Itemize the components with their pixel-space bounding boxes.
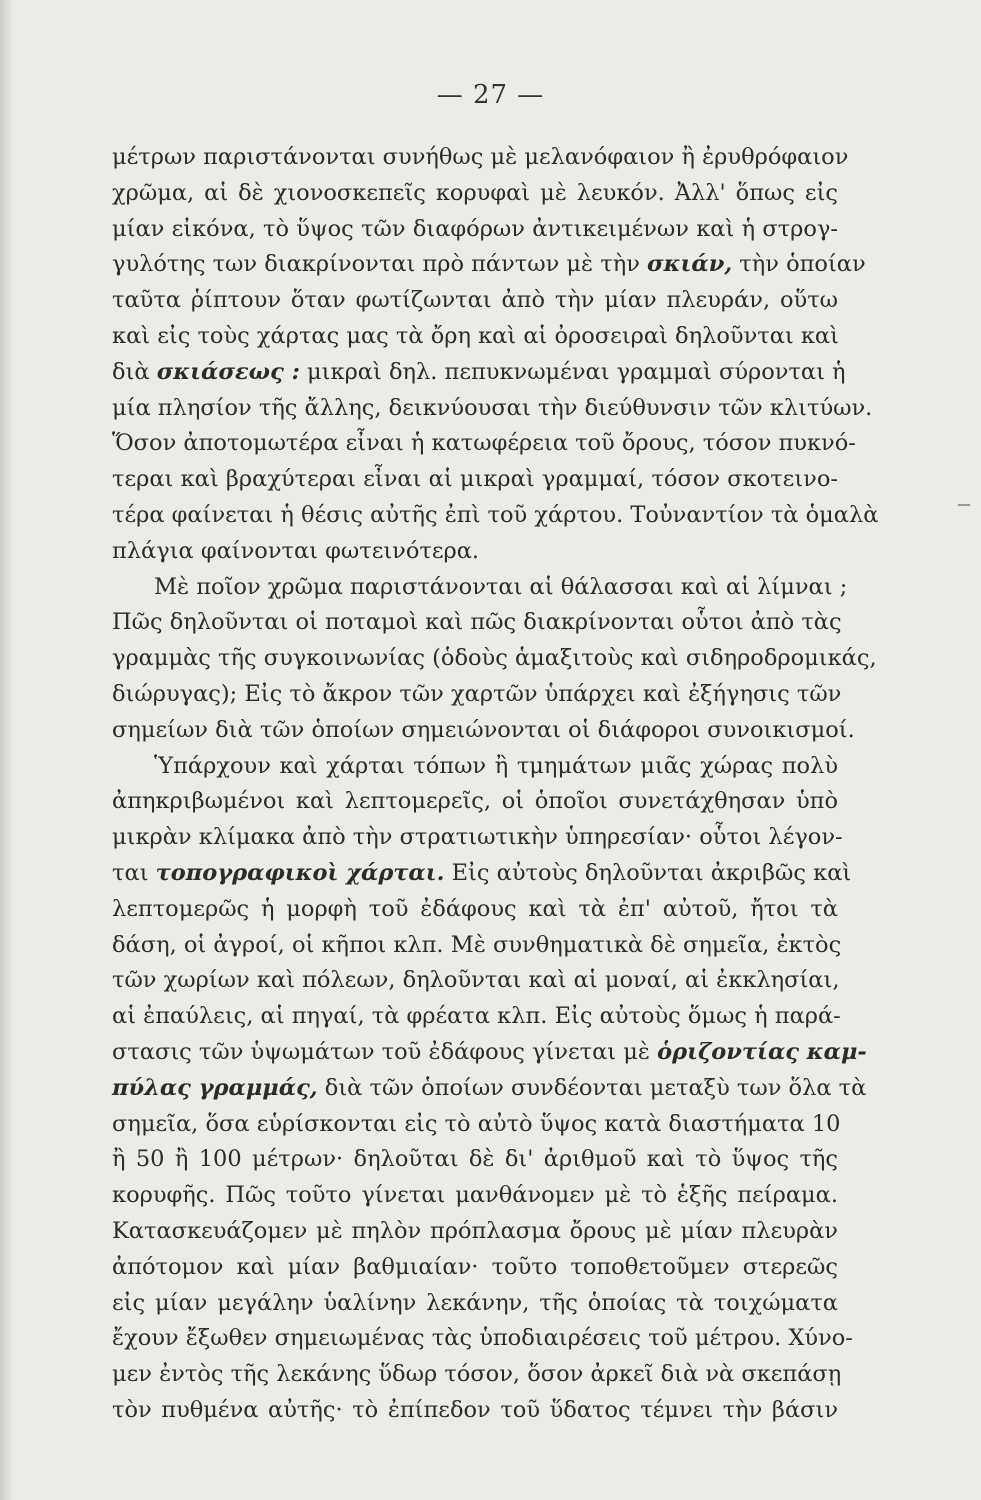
text-line: Ὅσον ἀποτομωτέρα εἶναι ἡ κατωφέρεια τοῦ ὄρους, τόσον πυκνό- — [112, 430, 856, 457]
text-line: σημεῖα, ὅσα εὑρίσκονται εἰς τὸ αὐτὸ ὕψος κατὰ διαστήματα 10 — [112, 1110, 841, 1137]
text-line: ταῦτα ῥίπτουν ὅταν φωτίζωνται ἀπὸ τὴν μίαν πλευράν, οὕτω — [112, 287, 838, 314]
text-line: λεπτομερῶς ἡ μορφὴ τοῦ ἐδάφους καὶ τὰ ἐπ' αὐτοῦ, ἤτοι τὰ — [112, 895, 838, 922]
text-line: κορυφῆς. Πῶς τοῦτο γίνεται μανθάνομεν μὲ τὸ ἑξῆς πείραμα. — [112, 1182, 838, 1209]
emphasized-term: πύλας γραμμάς, — [112, 1074, 318, 1101]
text-line: μίαν εἰκόνα, τὸ ὕψος τῶν διαφόρων ἀντικειμένων καὶ ἡ στρογ- — [112, 215, 838, 242]
margin-mark — [958, 504, 970, 506]
text-line: Μὲ ποῖον χρῶμα παριστάνονται αἱ θάλασσαι καὶ αἱ λίμναι ; — [154, 573, 848, 600]
text-line: Κατασκευάζομεν μὲ πηλὸν πρόπλασμα ὄρους μὲ μίαν πλευρὰν — [112, 1217, 838, 1244]
emphasized-term: σκιάν, — [647, 251, 733, 278]
text-run: μικραὶ δηλ. πεπυκνωμέναι γραμμαὶ σύρονται ἡ — [299, 358, 846, 385]
text-run: στασις τῶν ὑψωμάτων τοῦ ἐδάφους γίνεται μὲ — [112, 1038, 658, 1065]
text-line — [112, 355, 846, 391]
text-line: τὸν πυθμένα αὐτῆς· τὸ ἐπίπεδον τοῦ ὕδατος τέμνει τὴν βάσιν — [112, 1396, 838, 1423]
page-number: — 27 — — [436, 80, 545, 110]
text-line: γραμμὰς τῆς συγκοινωνίας (ὁδοὺς ἁμαξιτοὺς καὶ σιδηροδρομικάς, — [112, 645, 877, 672]
text-line: χρῶμα, αἱ δὲ χιονοσκεπεῖς κορυφαὶ μὲ λευκόν. Ἀλλ' ὅπως εἰς — [112, 179, 838, 206]
text-line: διώρυγας); Εἰς τὸ ἄκρον τῶν χαρτῶν ὑπάρχει καὶ ἐξήγησις τῶν — [112, 680, 842, 707]
text-line: δάση, οἱ ἀγροί, οἱ κῆποι κλπ. Μὲ συνθηματικὰ δὲ σημεῖα, ἐκτὸς — [112, 931, 842, 958]
body-text — [112, 140, 879, 1429]
emphasized-term: ὁριζοντίας καμ- — [657, 1038, 867, 1065]
text-line: εἰς μίαν μεγάλην ὑαλίνην λεκάνην, τῆς ὁποίας τὰ τοιχώματα — [112, 1289, 838, 1316]
text-line: μικρὰν κλίμακα ἀπὸ τὴν στρατιωτικὴν ὑπηρεσίαν· οὗτοι λέγον- — [112, 824, 843, 851]
text-line: μέτρων παριστάνονται συνήθως μὲ μελανόφαιον ἢ ἐρυθρόφαιον — [112, 144, 849, 170]
text-line — [112, 1071, 867, 1107]
text-line: Πῶς δηλοῦνται οἱ ποταμοὶ καὶ πῶς διακρίνονται οὗτοι ἀπὸ τὰς — [112, 609, 842, 636]
text-run: Εἰς αὐτοὺς δηλοῦνται ἀκριβῶς καὶ — [444, 859, 852, 886]
text-line: πλάγια φαίνονται φωτεινότερα. — [112, 537, 480, 564]
text-line: σημείων διὰ τῶν ὁποίων σημειώνονται οἱ διάφοροι συνοικισμοί. — [112, 716, 855, 743]
text-line: ἢ 50 ἢ 100 μέτρων· δηλοῦται δὲ δι' ἀριθμοῦ καὶ τὸ ὕψος τῆς — [112, 1146, 838, 1173]
text-line: καὶ εἰς τοὺς χάρτας μας τὰ ὄρη καὶ αἱ ὀροσειραὶ δηλοῦνται καὶ — [112, 322, 839, 349]
text-line: αἱ ἐπαύλεις, αἱ πηγαί, τὰ φρέατα κλπ. Εἰς αὐτοὺς ὅμως ἡ παρά- — [112, 1003, 841, 1030]
text-line: ἀπότομον καὶ μίαν βαθμιαίαν· τοῦτο τοποθετοῦμεν στερεῶς — [112, 1253, 838, 1280]
text-line: ἔχουν ἔξωθεν σημειωμένας τὰς ὑποδιαιρέσεις τοῦ μέτρου. Χύνο- — [112, 1325, 853, 1352]
text-line — [112, 856, 852, 892]
text-line: τεραι καὶ βραχύτεραι εἶναι αἱ μικραὶ γραμμαί, τόσον σκοτεινο- — [112, 466, 838, 493]
emphasized-term: τοπογραφικοὶ χάρται. — [155, 859, 445, 886]
text-line: μεν ἐντὸς τῆς λεκάνης ὕδωρ τόσον, ὅσον ἀρκεῖ διὰ νὰ σκεπάσῃ — [112, 1361, 842, 1388]
text-run: διὰ — [112, 358, 157, 385]
text-run: ται — [112, 859, 156, 886]
emphasized-term: σκιάσεως : — [156, 358, 300, 385]
text-line: τέρα φαίνεται ἡ θέσις αὐτῆς ἐπὶ τοῦ χάρτου. Τοὐναντίον τὰ ὁμαλὰ — [112, 501, 879, 528]
text-line: μία πλησίον τῆς ἄλλης, δεικνύουσαι τὴν διεύθυνσιν τῶν κλιτύων. — [112, 394, 873, 421]
text-line — [112, 247, 866, 283]
text-line: Ὑπάρχουν καὶ χάρται τόπων ἢ τμημάτων μιᾶς χώρας πολὺ — [154, 752, 838, 779]
text-run: διὰ τῶν ὁποίων συνδέονται μεταξὺ των ὅλα τὰ — [317, 1074, 867, 1101]
text-line — [112, 1035, 867, 1071]
text-run: τὴν ὁποίαν — [732, 251, 866, 278]
text-run: γυλότης των διακρίνονται πρὸ πάντων μὲ τὴν — [112, 251, 648, 278]
text-line: ἀπηκριβωμένοι καὶ λεπτομερεῖς, οἱ ὁποῖοι συνετάχθησαν ὑπὸ — [112, 788, 838, 815]
text-line: τῶν χωρίων καὶ πόλεων, δηλοῦνται καὶ αἱ μοναί, αἱ ἐκκλησίαι, — [112, 967, 840, 994]
page-fold-shadow — [0, 0, 14, 1500]
